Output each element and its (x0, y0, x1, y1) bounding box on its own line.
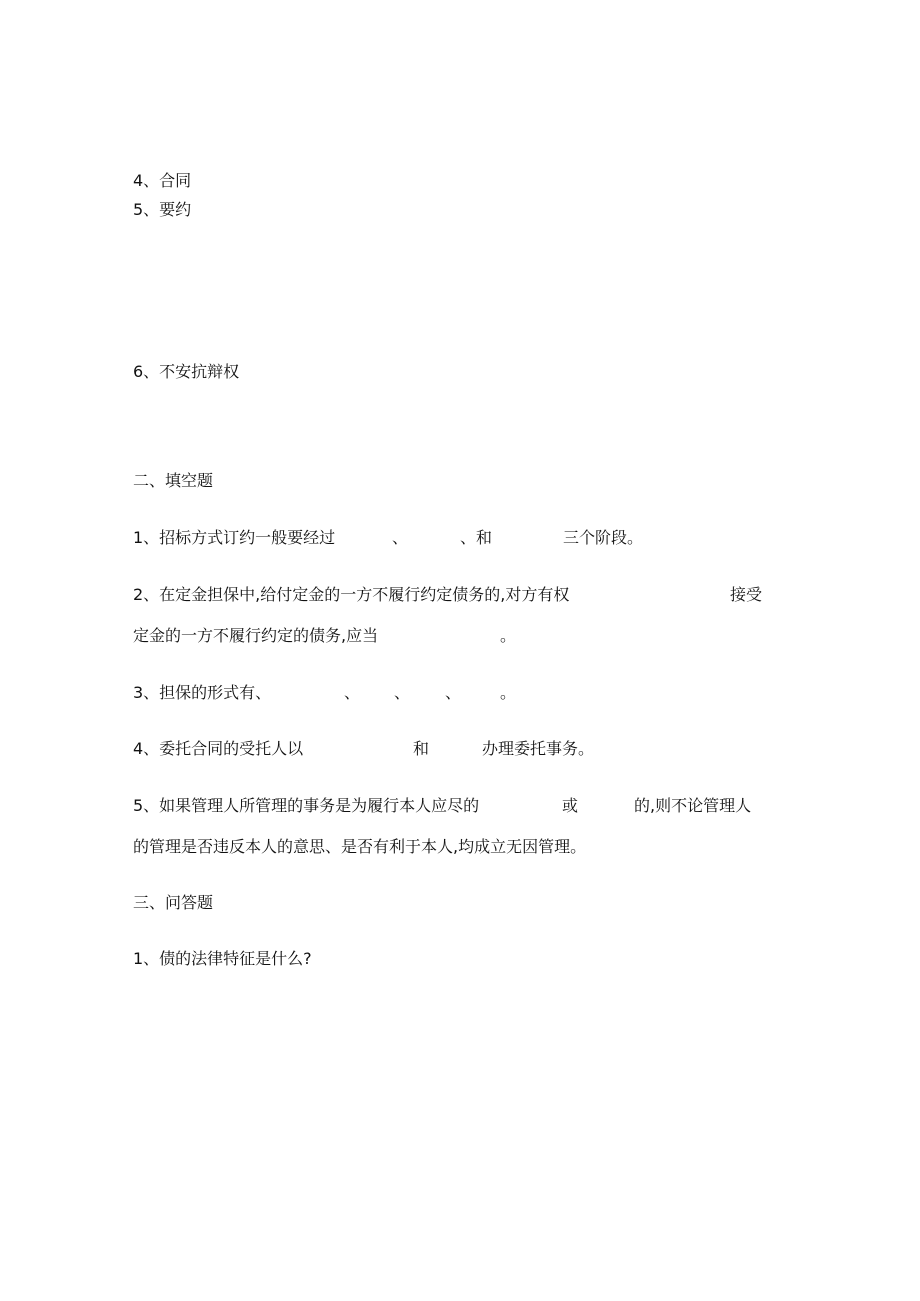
term-text: 6、不安抗辩权 (133, 362, 240, 381)
question-text: 接受 (730, 585, 763, 604)
fill-question-2 (133, 585, 833, 605)
fill-question-3 (133, 683, 833, 703)
question-text: 办理委托事务。 (482, 739, 595, 758)
fill-question-5-cont (133, 837, 833, 857)
fill-question-5 (133, 796, 833, 816)
section-title: 二、填空题 (133, 471, 214, 490)
question-text: 4、委托合同的受托人以 (133, 739, 304, 758)
separator-text: 、 (344, 683, 361, 702)
separator-text: 、 (394, 683, 411, 702)
term-text: 5、要约 (133, 200, 192, 219)
separator-text: 或 (562, 796, 579, 815)
question-text: 定金的一方不履行约定的债务,应当 (133, 626, 379, 645)
question-text: 1、招标方式订约一般要经过 (133, 528, 336, 547)
fill-question-2-cont (133, 626, 833, 646)
question-text: 的管理是否违反本人的意思、是否有利于本人,均成立无因管理。 (133, 837, 587, 856)
separator-text: 和 (413, 739, 430, 758)
question-text: 三个阶段。 (563, 528, 644, 547)
separator-text: 、 (445, 683, 462, 702)
separator-text: 、 (392, 528, 409, 547)
question-text: 5、如果管理人所管理的事务是为履行本人应尽的 (133, 796, 480, 815)
question-text: 2、在定金担保中,给付定金的一方不履行约定债务的,对方有权 (133, 585, 570, 604)
separator-text: 。 (500, 683, 517, 702)
question-text: 1、债的法律特征是什么? (133, 949, 312, 968)
question-text: 3、担保的形式有、 (133, 683, 272, 702)
fill-question-1 (133, 528, 833, 548)
fill-question-4 (133, 739, 833, 759)
term-text: 4、合同 (133, 171, 192, 190)
section-title: 三、问答题 (133, 893, 214, 912)
separator-text: 、和 (460, 528, 493, 547)
separator-text: 。 (500, 626, 517, 645)
question-text: 的,则不论管理人 (634, 796, 752, 815)
